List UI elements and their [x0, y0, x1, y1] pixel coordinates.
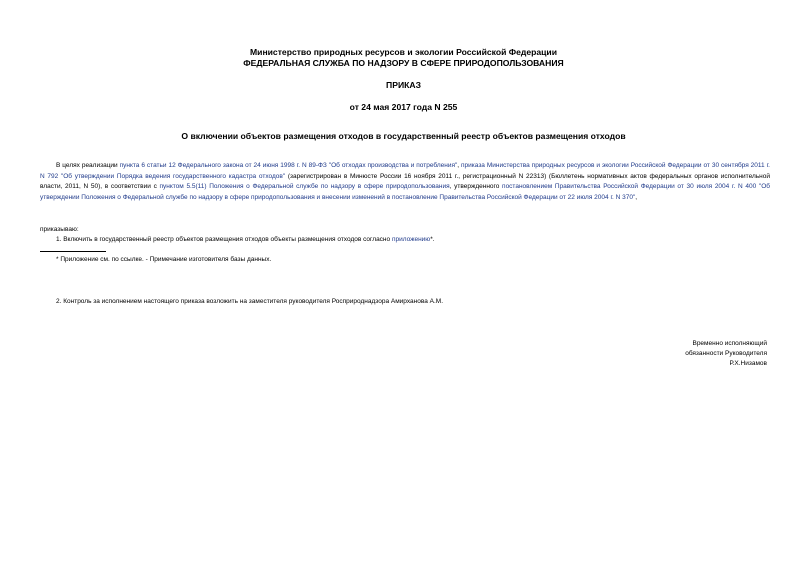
document-date-number: от 24 мая 2017 года N 255: [349, 102, 458, 112]
preamble-text-1: В целях реализации: [56, 162, 120, 169]
appendix-link[interactable]: приложению: [391, 236, 431, 243]
law-89fz-link[interactable]: пункта 6 статьи 12 Федерального закона от 24 июня 1998 г. N 89-ФЗ "Об отходах производства и потребления": [119, 162, 458, 169]
preamble-text-4: , утвержденного: [449, 183, 503, 190]
item-1: [56, 235, 435, 245]
signatory-name: Р.Х.Низамов: [729, 360, 767, 367]
item-2: 2. Контроль за исполнением настоящего приказа возложить на заместителя руководителя Росприроднадзора Амирханова А.М.: [56, 298, 444, 305]
preamble-paragraph: [40, 161, 770, 203]
resolution-400-link[interactable]: постановлением Правительства Российской Федерации от 30 июля 2004 г. N 400 "Об утверждении Положения о Федеральной службе по надзору в сфере природопользования и внесении изменений в постановление Правительства Российской Федерации от 22 июля 2004 г. N 370": [40, 183, 770, 201]
item-1-suffix: *.: [430, 236, 435, 243]
item-1-text: 1. Включить в государственный реестр объектов размещения отходов объекты размещения отходов согласно: [56, 236, 392, 243]
document-title: О включении объектов размещения отходов в государственный реестр объектов размещения отходов: [181, 131, 626, 141]
preamble-text-2: ,: [457, 162, 462, 169]
signatory-position-line-2: обязанности Руководителя: [685, 350, 767, 357]
footnote-divider: [40, 251, 106, 252]
order-792-link[interactable]: приказа Министерства природных ресурсов и экологии Российской Федерации от 30 сентября 2011 г. N 792 "Об утверждении Порядка ведения государственного кадастра отходов": [40, 162, 770, 180]
preamble-text-3: (зарегистрирован в Минюсте России 16 ноября 2011 г., регистрационный N 22313) (Бюллетень нормативных актов федеральных органов исполнительной власти, 2011, N 50), в соответствии с: [40, 172, 770, 190]
document-type: ПРИКАЗ: [386, 80, 421, 90]
footnote: * Приложение см. по ссылке. - Примечание изготовителя базы данных.: [56, 256, 272, 263]
service-name: ФЕДЕРАЛЬНАЯ СЛУЖБА ПО НАДЗОРУ В СФЕРЕ ПРИРОДОПОЛЬЗОВАНИЯ: [243, 58, 564, 68]
regulation-5-5-11-link[interactable]: пунктом 5.5(11) Положения о Федеральной службе по надзору в сфере природопользования: [159, 183, 450, 190]
preamble-text-5: ,: [635, 193, 638, 201]
ministry-name: Министерство природных ресурсов и экологии Российской Федерации: [250, 47, 557, 57]
signatory-position-line-1: Временно исполняющий: [692, 340, 767, 347]
ordering-clause: приказываю:: [40, 226, 79, 233]
